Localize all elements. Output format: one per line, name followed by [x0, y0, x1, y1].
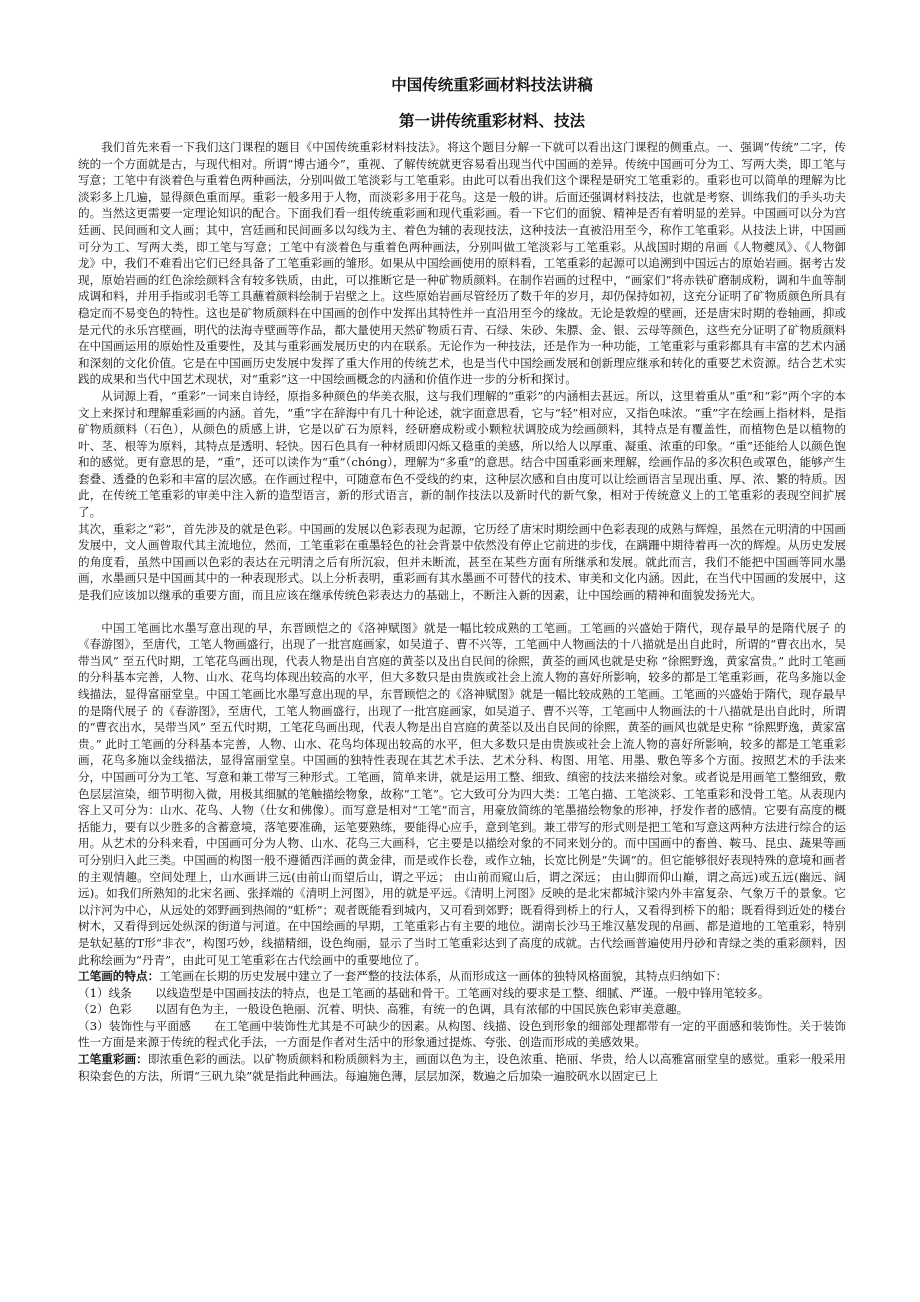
paragraph-heavy-color	[78, 1051, 846, 1084]
list-item-decorative: （3）装饰性与平面感 在工笔画中装饰性尤其是不可缺少的因素。从构图、线描、设色到形象的细部处理都带有一定的平面感和装饰性。关于装饰性一方面是来源于传统的程式化手法，一方面是作者对生活中的形象通过提炼、夸张、创造而形成的美感效果。	[78, 1018, 846, 1050]
paragraph-history: 中国工笔画比水墨写意出现的早，东晋顾恺之的《洛神赋图》就是一幅比较成熟的工笔画。工笔画的兴盛始于隋代，现存最早的是隋代展子 的《春游图》，至唐代，工笔人物画盛行，出现了一批宫庭画家，如吴道子、曹不兴等，工笔画中人物画法的十八描就是出自此时，所谓的“曹衣出水，吴带当风” 至五代时期，工笔花鸟画出现，代表人物是出自宫庭的黄荃以及出自民间的徐熙，黄荃的画风也就是史称 “徐熙野逸，黄家富贵。” 此时工笔画的分科基本完善，人物、山水、花鸟均体现出较高的水平，但大多数只是由贵族或社会上流人物的喜好所影响，较多的都是工笔重彩画，花鸟多施以金线描法，显得富丽堂皇。中国工笔画比水墨写意出现的早，东晋顾恺之的《洛神赋图》就是一幅比较成熟的工笔画。工笔画的兴盛始于隋代，现存最早的是隋代展子 的《春游图》，至唐代，工笔人物画盛行，出现了一批宫庭画家，如吴道子、曹不兴等，工笔画中人物画法的十八描就是出自此时，所谓的“曹衣出水，吴带当风” 至五代时期，工笔花鸟画出现，代表人物是出自宫庭的黄荃以及出自民间的徐熙，黄荃的画风也就是史称 “徐熙野逸，黄家富贵。” 此时工笔画的分科基本完善，人物、山水、花鸟均体现出较高的水平，但大多数只是由贵族或社会上流人物的喜好所影响，较多的都是工笔重彩画，花鸟多施以金线描法，显得富丽堂皇。中国画的独特性表现在其艺术手法、艺术分科、构图、用笔、用墨、敷色等多个方面。按照艺术的手法来分，中国画可分为工笔、写意和兼工带写三种形式。工笔画，简单来讲，就是运用工整、细致、缜密的技法来描绘对象。或者说是用画笔工整细致，敷色层层渲染，细节明彻入微，用极其细腻的笔触描绘物象，故称“工笔”。它大致可分为四大类：工笔白描、工笔淡彩、工笔重彩和没骨工笔。从表现内容上又可分为：山水、花鸟、人物（仕女和佛像）。而写意是相对“工笔”而言，用豪放简练的笔墨描绘物象的形神，抒发作者的感情。它要有高度的概括能力，要有以少胜多的含蓄意境，落笔要准确，运笔要熟练，要能得心应手，意到笔到。兼工带写的形式则是把工笔和写意这两种方法进行综合的运用。从艺术的分科来看，中国画可分为人物、山水、花鸟三大画科，它主要是以描绘对象的不同来划分的。而中国画中的畜兽、鞍马、昆虫、蔬果等画可分别归入此三类。中国画的构图一般不遵循西洋画的黄金律，而是或作长卷，或作立轴，长宽比例是“失调”的。但它能够很好表现特殊的意境和画者的主观情趣。空间处理上，山水画讲三远(由前山而望后山，谓之平远； 由山前而窥山后，谓之深远； 由山脚而仰山巅，谓之高远)或五远(幽远、阔远)。如我们所熟知的北宋名画、张择端的《清明上河图》，用的就是平远。《清明上河图》反映的是北宋都城汴梁内外丰富复杂、气象万千的景象。它以汴河为中心，从远处的郊野画到热闹的“虹桥”；观者既能看到城内，又可看到郊野；既看得到桥上的行人，又看得到桥下的船；既看得到近处的楼台树木，又看得到远处纵深的街道与河道。在中国绘画的早期，工笔重彩占有主要的地位。湖南长沙马王堆汉墓发现的帛画、都是道地的工笔重彩，特别是轪妃墓的T形“非衣”，构图巧妙，线描精细，设色绚丽，显示了当时工笔重彩达到了高度的成就。古代绘画普遍使用丹砂和青绿之类的重彩颜料，因此称绘画为“丹青”，由此可见工笔重彩在古代绘画中的重要地位了。	[78, 620, 846, 967]
heavy-color-text: 即浓重色彩的画法。以矿物质颜料和粉质颜料为主，画面以色为主，设色浓重、艳丽、华贵，给人以高雅富丽堂皇的感觉。重彩一般采用积染套色的方法，所谓“三矾九染”就是指此种画法。每遍施色薄，层层加深，数遍之后加染一遍胶矾水以固定已上	[78, 1052, 846, 1083]
list-item-line: （1）线条 以线造型是中国画技法的特点，也是工笔画的基础和骨干。工笔画对线的要求是工整、细腻、严谨。一般中锋用笔较多。	[78, 985, 770, 1000]
paragraph-color: 其次，重彩之“彩”，首先涉及的就是色彩。中国画的发展以色彩表现为起源，它历经了唐宋时期绘画中色彩表现的成熟与辉煌，虽然在元明清的中国画发展中，文人画曾取代其主流地位，然而，工笔重彩在重墨轻色的社会背景中依然没有停止它前进的步伐，在蹒跚中期待着再一次的辉煌。从历史发展的角度看，虽然中国画以色彩的表达在元明清之后有所沉寂，但并未断流，甚至在某些方面有所继承和发展。就此而言，我们不能把中国画等同水墨画，水墨画只是中国画其中的一种表现形式。以上分析表明，重彩画有其水墨画不可替代的技术、审美和文化内涵。因此，在当代中国画的发展中，这是我们应该加以继承的重要方面，而且应该在继承传统色彩表达力的基础上，不断注入新的因素，让中国绘画的精神和面貌发扬光大。	[78, 521, 846, 603]
heavy-color-label: 工笔重彩画：	[78, 1052, 148, 1067]
features-label: 工笔画的特点：	[78, 969, 160, 984]
document-title: 中国传统重彩画材料技法讲稿	[391, 76, 593, 94]
paragraph-features	[78, 968, 846, 985]
paragraph-etymology: 从词源上看，“重彩”一词来自诗经，原指多种颜色的华美衣服，这与我们理解的“重彩”的内涵相去甚远。所以，这里着重从“重”和“彩”两个字的本文上来探讨和理解重彩画的内涵。首先，“重”字在辞海中有几十种论述，就字面意思看，它与“轻”相对应，又指色味浓。“重”字在绘画上指材料，是指矿物质颜料（石色），从颜色的质感上讲，它是以矿石为原料，经研磨成粉或小颗粒状调胶成为绘画颜料，其特点是有覆盖性，而植物色是以植物的叶、茎、根等为原料，其特点是透明、轻快。因石色具有一种材质即闪烁又稳重的美感，所以给人以厚重、凝重、浓重的印象。“重”还能给人以颜色饱和的感觉。更有意思的是，“重”，还可以读作为“重”（chóng），理解为“多重”的意思。结合中国重彩画来理解，绘画作品的多次积色或罩色，能够产生套叠、透叠的色彩和丰富的层次感。在作画过程中，可随意布色不受线的约束，这种层次感和自由度可以让绘画语言呈现出重、厚、浓、繁的特质。因此，在传统工笔重彩的审美中注入新的造型语言，新的形式语言，新的制作技法以及新时代的新气象，相对于传统意义上的工笔重彩的表现空间扩展了。	[78, 388, 846, 520]
lecture-heading: 第一讲传统重彩材料、技法	[398, 112, 585, 130]
features-text: 工笔画在长期的历史发展中建立了一套严整的技法体系，从而形成这一画体的独特风格面貌，其特点归纳如下：	[159, 969, 728, 984]
list-item-color: （2）色彩 以固有色为主，一般设色艳丽、沉着、明快、高雅，有统一的色调，具有浓郁的中国民族色彩审美意趣。	[78, 1002, 689, 1017]
paragraph-intro: 我们首先来看一下我们这门课程的题目《中国传统重彩材料技法》。将这个题目分解一下就可以看出这门课程的侧重点。一、强调“传统”二字，传统的一个方面就是古，与现代相对。所谓“博古通今”，重视、了解传统就更容易看出现当代中国画的差异。传统中国画可分为工、写两大类，即工笔与写意；工笔中有淡着色与重着色两种画法，分别叫做工笔淡彩与工笔重彩。由此可以看出我们这个课程是研究工笔重彩的。重彩也可以简单的理解为比淡彩多上几遍，显得颜色重而厚。重彩一般多用于人物，而淡彩多用于花鸟。这是一般的讲。后面还强调材料技法，也就是考察、训练我们的手头功夫的。当然这更需要一定理论知识的配合。下面我们看一组传统重彩画和现代重彩画。看一下它们的面貌、精神是否有着明显的差异。中国画可以分为宫廷画、民间画和文人画；其中，宫廷画和民间画多以勾线为主、着色为辅的表现技法，这种技法一直被沿用至今，称作工笔重彩。从技法上讲，中国画可分为工、写两大类，即工笔与写意；工笔中有淡着色与重着色两种画法，分别叫做工笔淡彩与工笔重彩。从战国时期的帛画《人物夔凤》、《人物御龙》中，我们不难看出它们已经具备了工笔重彩画的雏形。如果从中国绘画使用的原料看，工笔重彩的起源可以追溯到中国远古的原始岩画。据考古发现，原始岩画的红色涂绘颜料含有较多铁质，由此，可以推断它是一种矿物质颜料。在制作岩画的过程中，“画家们”将赤铁矿磨制成粉，调和牛血等制成调和料，并用手指或羽毛等工具蘸着颜料绘制于岩壁之上。这些原始岩画尽管经历了数千年的岁月，却仍保持如初，这充分证明了矿物质颜色所具有稳定而不易变色的特性。这也是矿物质颜料在中国画的创作中发挥出其特性并一直沿用至今的缘故。无论是敦煌的壁画，还是唐宋时期的卷轴画，抑或是元代的永乐宫壁画，明代的法海寺壁画等作品，都大量使用天然矿物质石青、石绿、朱砂、朱膘、金、银、云母等颜色，这些充分证明了矿物质颜料在中国画运用的原始性及重要性，及其与重彩画发展历史的内在联系。无论作为一种技法，还是作为一种功能，工笔重彩与重彩都具有丰富的艺术内涵和深刻的文化价值。它是在中国画历史发展中发挥了重大作用的传统艺术，也是当代中国绘画发展和创新理应继承和转化的重要艺术资源。结合艺术实践的成果和当代中国艺术现状，对“重彩”这一中国绘画概念的内涵和价值作进一步的分析和探讨。	[78, 140, 846, 387]
paragraph-spacer	[78, 604, 846, 620]
